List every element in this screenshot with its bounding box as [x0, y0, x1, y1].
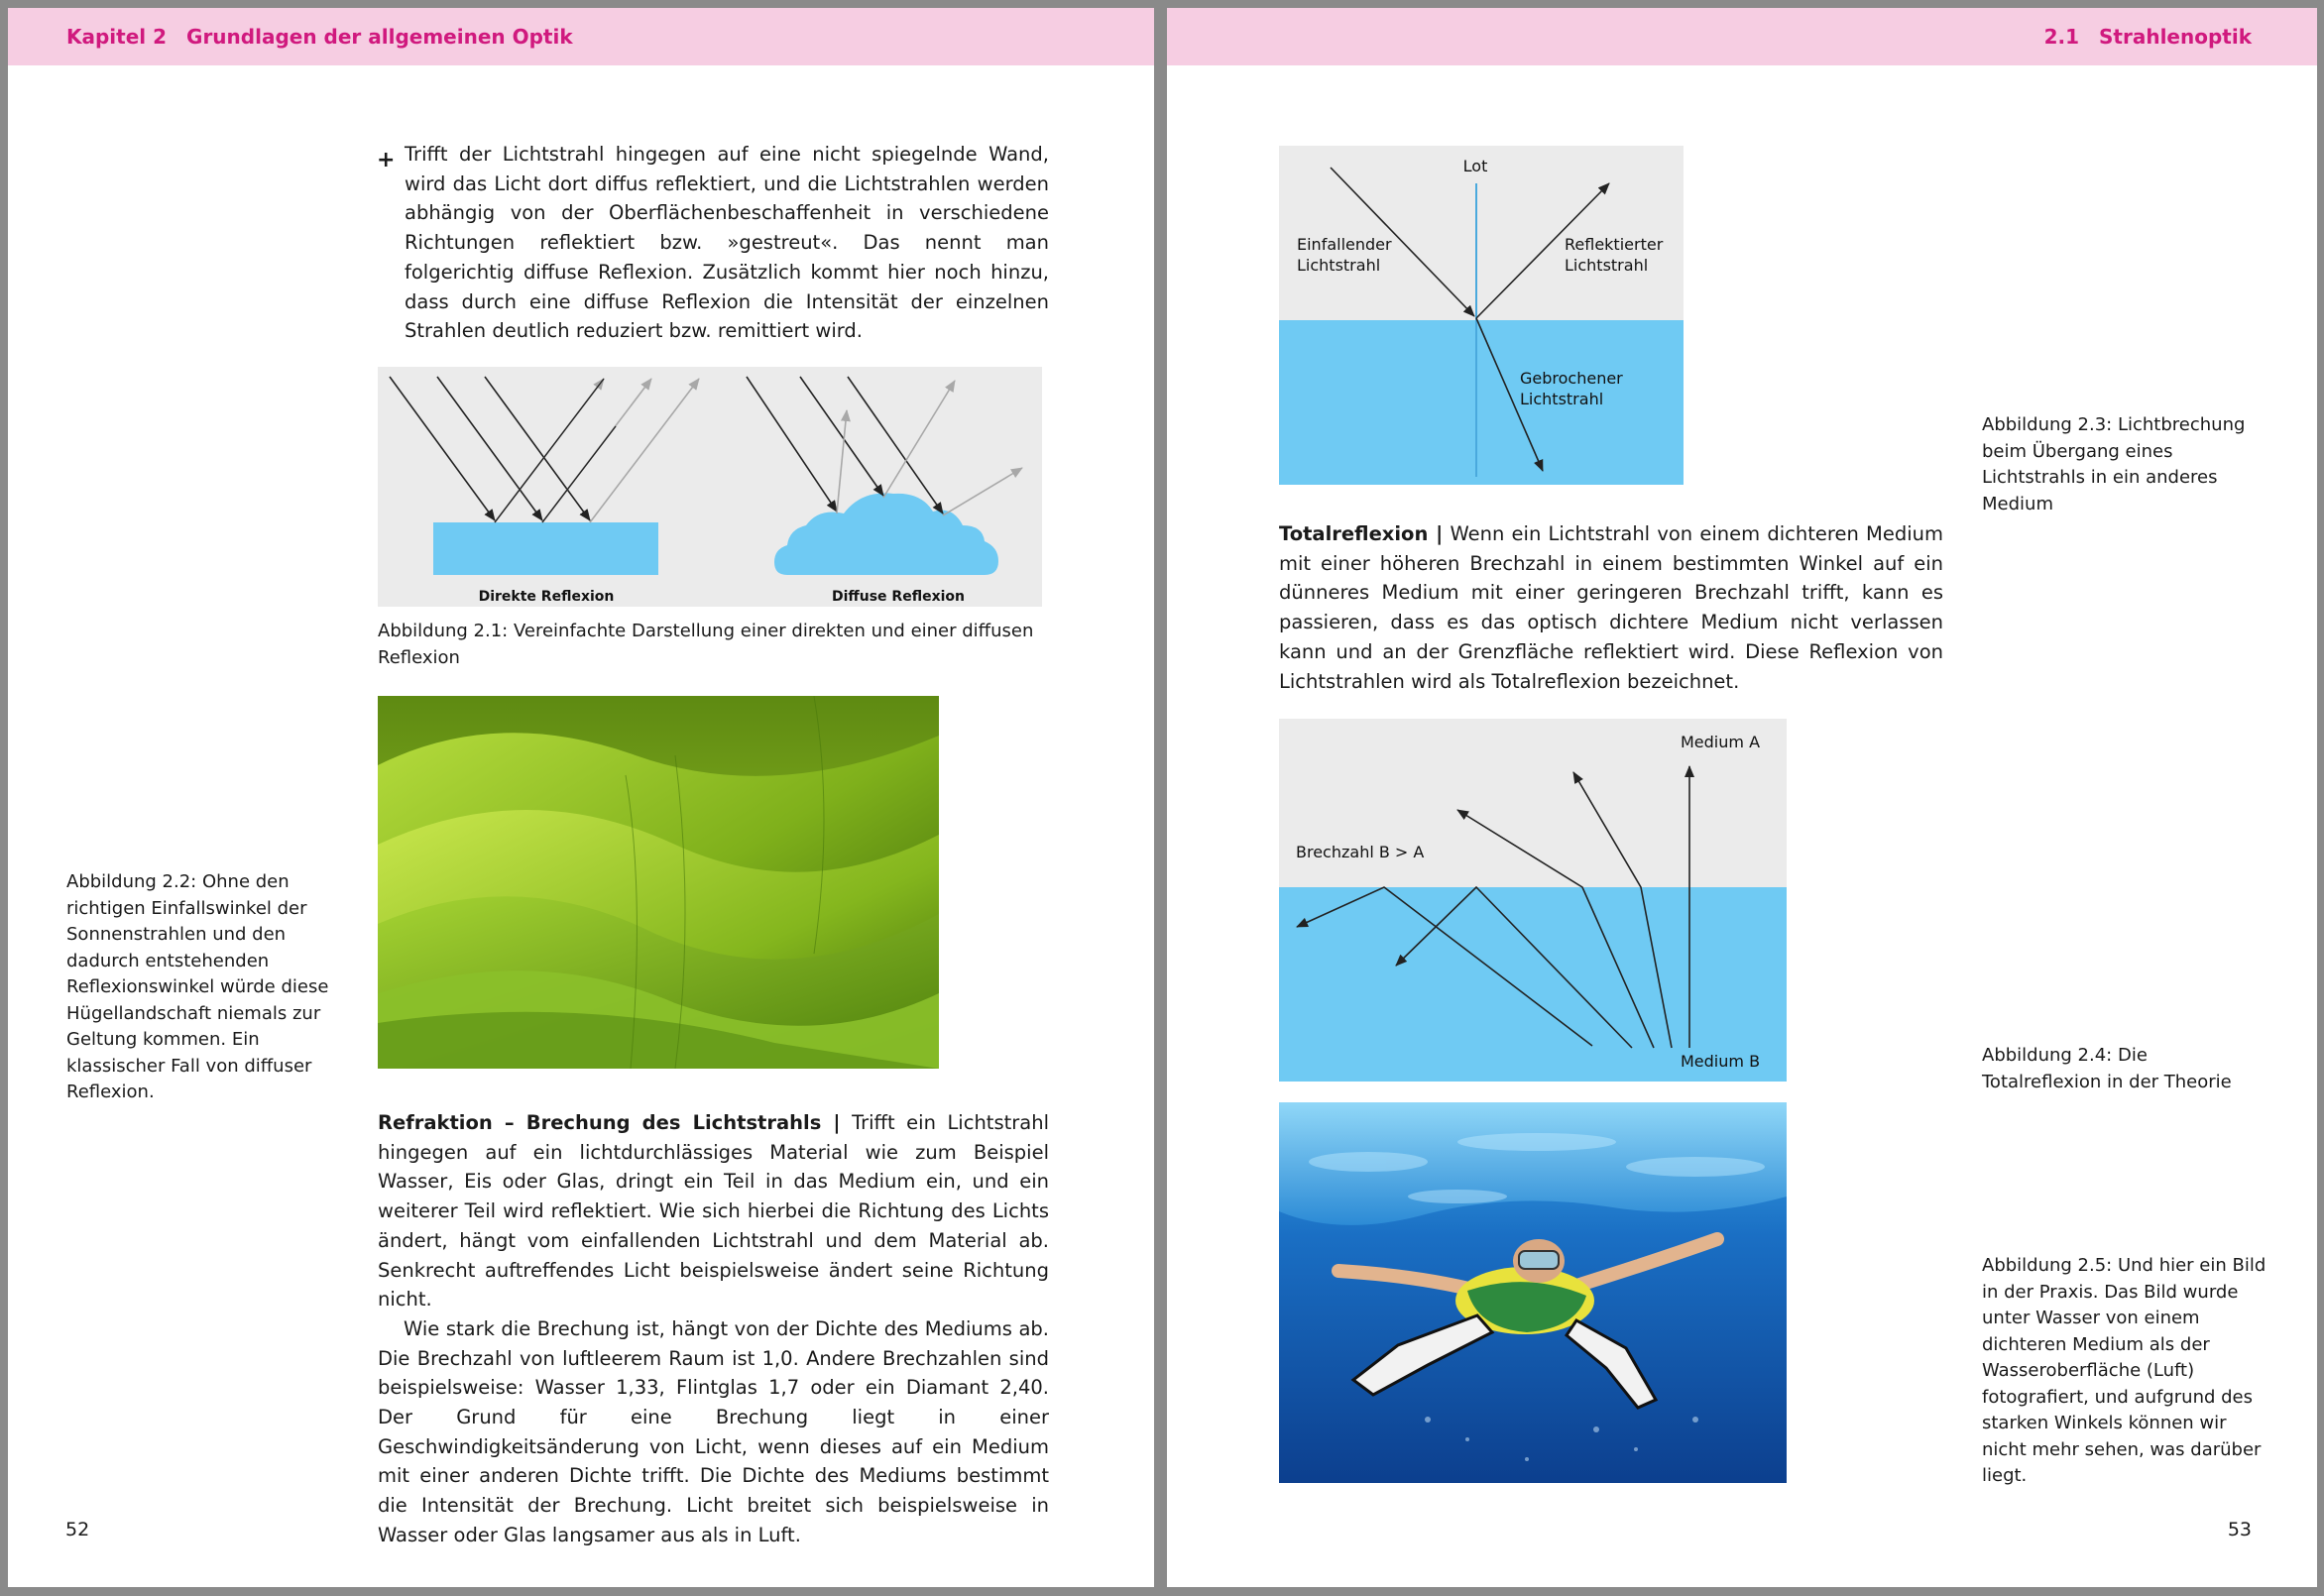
label-lot: Lot [1462, 157, 1488, 175]
underwater-snorkeler-photo [1279, 1102, 1787, 1483]
figure-2-1 [378, 367, 1042, 607]
label-refracted-1: Gebrochener [1520, 369, 1623, 388]
label-medium-a: Medium A [1681, 733, 1761, 751]
figure-2-4 [1279, 719, 1787, 1082]
chapter-title: Grundlagen der allgemeinen Optik [186, 25, 573, 49]
total-reflection-section [1279, 519, 1943, 696]
refraction-paragraph-2: Wie stark die Brechung ist, hängt von der Dichte des Mediums ab. Die Brechzahl von luftleerem Raum ist 1,0. Andere Brechzahlen sind beispielsweise: Wasser 1,33, Flintglas 1,7 oder ein Diamant 2,40. Der Grund für eine Brechung liegt in einer Geschwindigkeitsänderung von Licht, wenn dieses auf ein Medium mit einer anderen Dichte trifft. Die Dichte des Mediums bestimmt die Intensität der Brechung. Licht breitet sich beispielsweise in Wasser oder Glas langsamer aus als in Luft. [378, 1316, 1049, 1546]
figure-2-2 [378, 696, 939, 1069]
reflection-diagram [378, 367, 1042, 607]
caption-figure-2-4: Abbildung 2.4: Die Totalreflexion in der Theorie [1982, 1045, 2232, 1092]
mirror-surface [433, 522, 658, 575]
caption-figure-2-3: Abbildung 2.3: Lichtbrechung beim Übergang eines Lichtstrahls in ein anderes Medium [1982, 414, 2246, 514]
page-number-right: 53 [2227, 1519, 2252, 1540]
total-reflection-paragraph [1279, 519, 1943, 696]
caption-figure-2-1: Abbildung 2.1: Vereinfachte Darstellung einer direkten und einer diffusen Reflexion [378, 621, 1034, 668]
caption-figure-2-2: Abbildung 2.2: Ohne den richtigen Einfallswinkel der Sonnenstrahlen und den dadurch entstehenden Reflexionswinkel würde diese Hügellandschaft niemals zur Geltung kommen. Ein klassischer Fall von diffuser Reflexion. [66, 871, 329, 1102]
hill-landscape-photo [378, 696, 939, 1069]
figure-2-3 [1279, 146, 1684, 485]
total-reflection-text: Wenn ein Lichtstrahl von einem dichteren Medium mit einer höheren Brechzahl in einem bestimmten Winkel auf ein dünneres Medium mit einer geringeren Brechzahl trifft, kann es passieren, dass es das optisch dichtere Medium nicht verlassen kann und an der Grenzfläche reflektiert wird. Diese Reflexion von Lichtstrahlen wird als Totalreflexion bezeichnet. [1279, 522, 1943, 693]
figure-2-5 [1279, 1102, 1787, 1483]
page-number-left: 52 [65, 1519, 90, 1540]
label-incoming-1: Einfallender [1297, 235, 1392, 254]
refraction-paragraph-1 [378, 1108, 1049, 1314]
right-page [1167, 8, 2317, 1587]
caption-figure-2-5: Abbildung 2.5: Und hier ein Bild in der Praxis. Das Bild wurde unter Wasser von einem dichteren Medium als der Wasseroberfläche (Luft) fotografiert, und aufgrund des starken Winkels können wir nicht mehr sehen, was darüber liegt. [1982, 1255, 2266, 1486]
label-medium-b: Medium B [1681, 1052, 1761, 1071]
label-incoming-2: Lichtstrahl [1297, 256, 1381, 275]
label-diffuse-reflection: Diffuse Reflexion [832, 589, 965, 605]
label-reflected-1: Reflektierter [1565, 235, 1664, 254]
refraction-section [378, 1108, 1049, 1550]
section-header [2044, 25, 2252, 49]
label-direct-reflection: Direkte Reflexion [478, 589, 615, 605]
label-refracted-2: Lichtstrahl [1520, 390, 1604, 408]
chapter-number: Kapitel 2 [66, 25, 168, 49]
refraction-heading: Refraktion – Brechung des Lichtstrahls | [378, 1111, 841, 1134]
left-page [8, 8, 1154, 1587]
bullet-symbol: + [377, 148, 396, 172]
chapter-header [66, 25, 573, 49]
bullet-text: Trifft der Lichtstrahl hingegen auf eine nicht spiegelnde Wand, wird das Licht dort diffus reflektiert, und die Lichtstrahlen werden abhängig von der Oberflächenbeschaffenheit in verschiedene Richtungen reflektiert bzw. »gestreut«. Das nennt man folgerichtig diffuse Reflexion. Zusätzlich kommt hier noch hinzu, dass durch eine diffuse Reflexion die Intensität der einzelnen Strahlen deutlich reduziert bzw. remittiert wird. [405, 143, 1049, 343]
section-number: 2.1 [2043, 25, 2079, 49]
total-reflection-heading: Totalreflexion | [1279, 522, 1444, 545]
refraction-text-1: Trifft ein Lichtstrahl hingegen auf ein lichtdurchlässiges Material wie zum Beispiel Wasser, Eis oder Glas, dringt ein Teil in das Medium ein, und ein weiterer Teil wird reflektiert. Wie sich hierbei die Richtung des Lichts ändert, hängt vom einfallenden Lichtstrahl und dem Material ab. Senkrecht auftreffendes Licht beispielsweise ändert seine Richtung nicht. [378, 1111, 1049, 1311]
bullet-paragraph [405, 140, 1049, 346]
total-reflection-diagram [1279, 719, 1787, 1082]
section-title: Strahlenoptik [2099, 25, 2252, 49]
label-brechzahl: Brechzahl B > A [1296, 843, 1425, 861]
water-medium [1279, 320, 1684, 485]
refraction-diagram [1279, 146, 1684, 485]
label-reflected-2: Lichtstrahl [1565, 256, 1649, 275]
